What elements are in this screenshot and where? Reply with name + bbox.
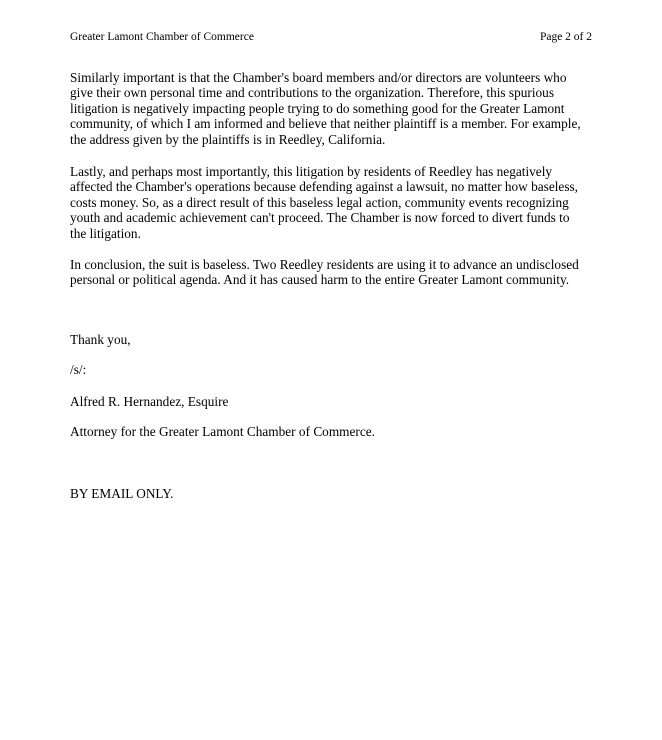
paragraph-line: the litigation. (70, 225, 141, 241)
paragraph-conclusion (70, 257, 590, 288)
paragraph-line: Lastly, and perhaps most importantly, this litigation by residents of Reedley has negatively (70, 164, 553, 179)
signature-mark: /s/: (70, 362, 87, 377)
header-organization: Greater Lamont Chamber of Commerce (70, 31, 254, 43)
closing-salutation: Thank you, (70, 332, 131, 347)
paragraph-line: give their own personal time and contributions to the organization. Therefore, this spurious (70, 85, 554, 101)
paragraph-line: affected the Chamber's operations because defending against a lawsuit, no matter how baseless, (70, 179, 579, 195)
paragraph-volunteers (70, 70, 590, 147)
paragraph-line: personal or political agenda. And it has caused harm to the entire Greater Lamont community. (70, 272, 570, 288)
paragraph-line: youth and academic achievement can't proceed. The Chamber is now forced to divert funds to (70, 210, 570, 226)
paragraph-line: community, of which I am informed and believe that neither plaintiff is a member. For example, (70, 116, 581, 132)
paragraph-line: In conclusion, the suit is baseless. Two Reedley residents are using it to advance an undisclosed (70, 257, 579, 272)
paragraph-line: the address given by the plaintiffs is in Reedley, California. (70, 131, 386, 147)
delivery-note: BY EMAIL ONLY. (70, 486, 174, 501)
paragraph-line: costs money. So, as a direct result of this baseless legal action, community events recognizing (70, 194, 569, 210)
paragraph-line: Similarly important is that the Chamber's board members and/or directors are volunteers who (70, 70, 567, 85)
paragraph-line: litigation is negatively impacting people trying to do something good for the Greater Lamont (70, 100, 565, 116)
signer-role: Attorney for the Greater Lamont Chamber of Commerce. (70, 424, 375, 439)
page-header (70, 29, 592, 45)
signer-name: Alfred R. Hernandez, Esquire (70, 394, 229, 409)
header-page-number: Page 2 of 2 (539, 31, 592, 43)
paragraph-operations (70, 164, 590, 241)
